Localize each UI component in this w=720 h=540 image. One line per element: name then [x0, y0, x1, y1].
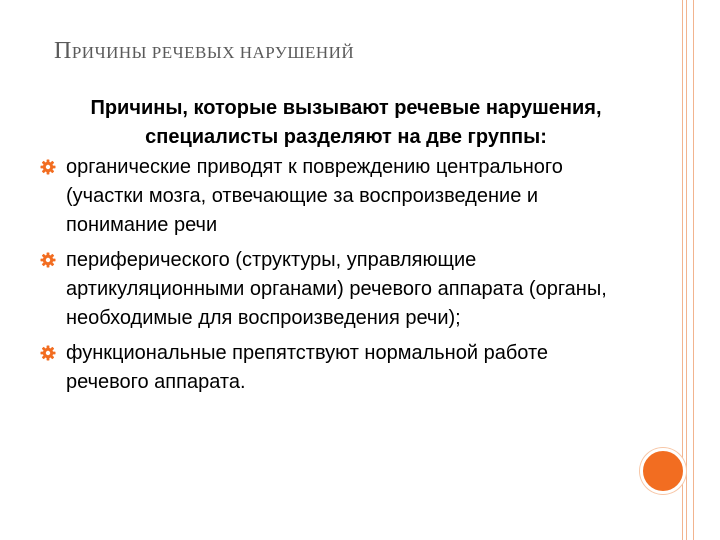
slide-title-rest: РИЧИНЫ РЕЧЕВЫХ НАРУШЕНИЙ: [71, 43, 355, 62]
slide-border-line: [693, 0, 694, 540]
slide-border-line: [686, 0, 687, 540]
intro-text: Причины, которые вызывают речевые нарушения, специалисты разделяют на две группы:: [90, 97, 602, 148]
bullet-item: [40, 339, 630, 397]
slide-body: [40, 94, 630, 403]
bullet-list: [40, 153, 630, 397]
bullet-item: [40, 246, 630, 333]
gear-icon: [40, 252, 56, 268]
bullet-item: [40, 153, 630, 240]
bullet-text: периферического (структуры, управляющие артикуляционными органами) речевого аппарата (органы, необходимые для воспроизведения речи);: [66, 249, 607, 329]
gear-icon: [40, 345, 56, 361]
bullet-text: функциональные препятствуют нормальной работе речевого аппарата.: [66, 342, 549, 393]
slide-title-initial: П: [54, 38, 72, 64]
decorative-circle: [640, 448, 686, 494]
gear-icon: [40, 159, 56, 175]
slide-title: [54, 38, 354, 65]
bullet-text: органические приводят к повреждению центрального (участки мозга, отвечающие за воспроизведение и понимание речи: [66, 156, 563, 236]
